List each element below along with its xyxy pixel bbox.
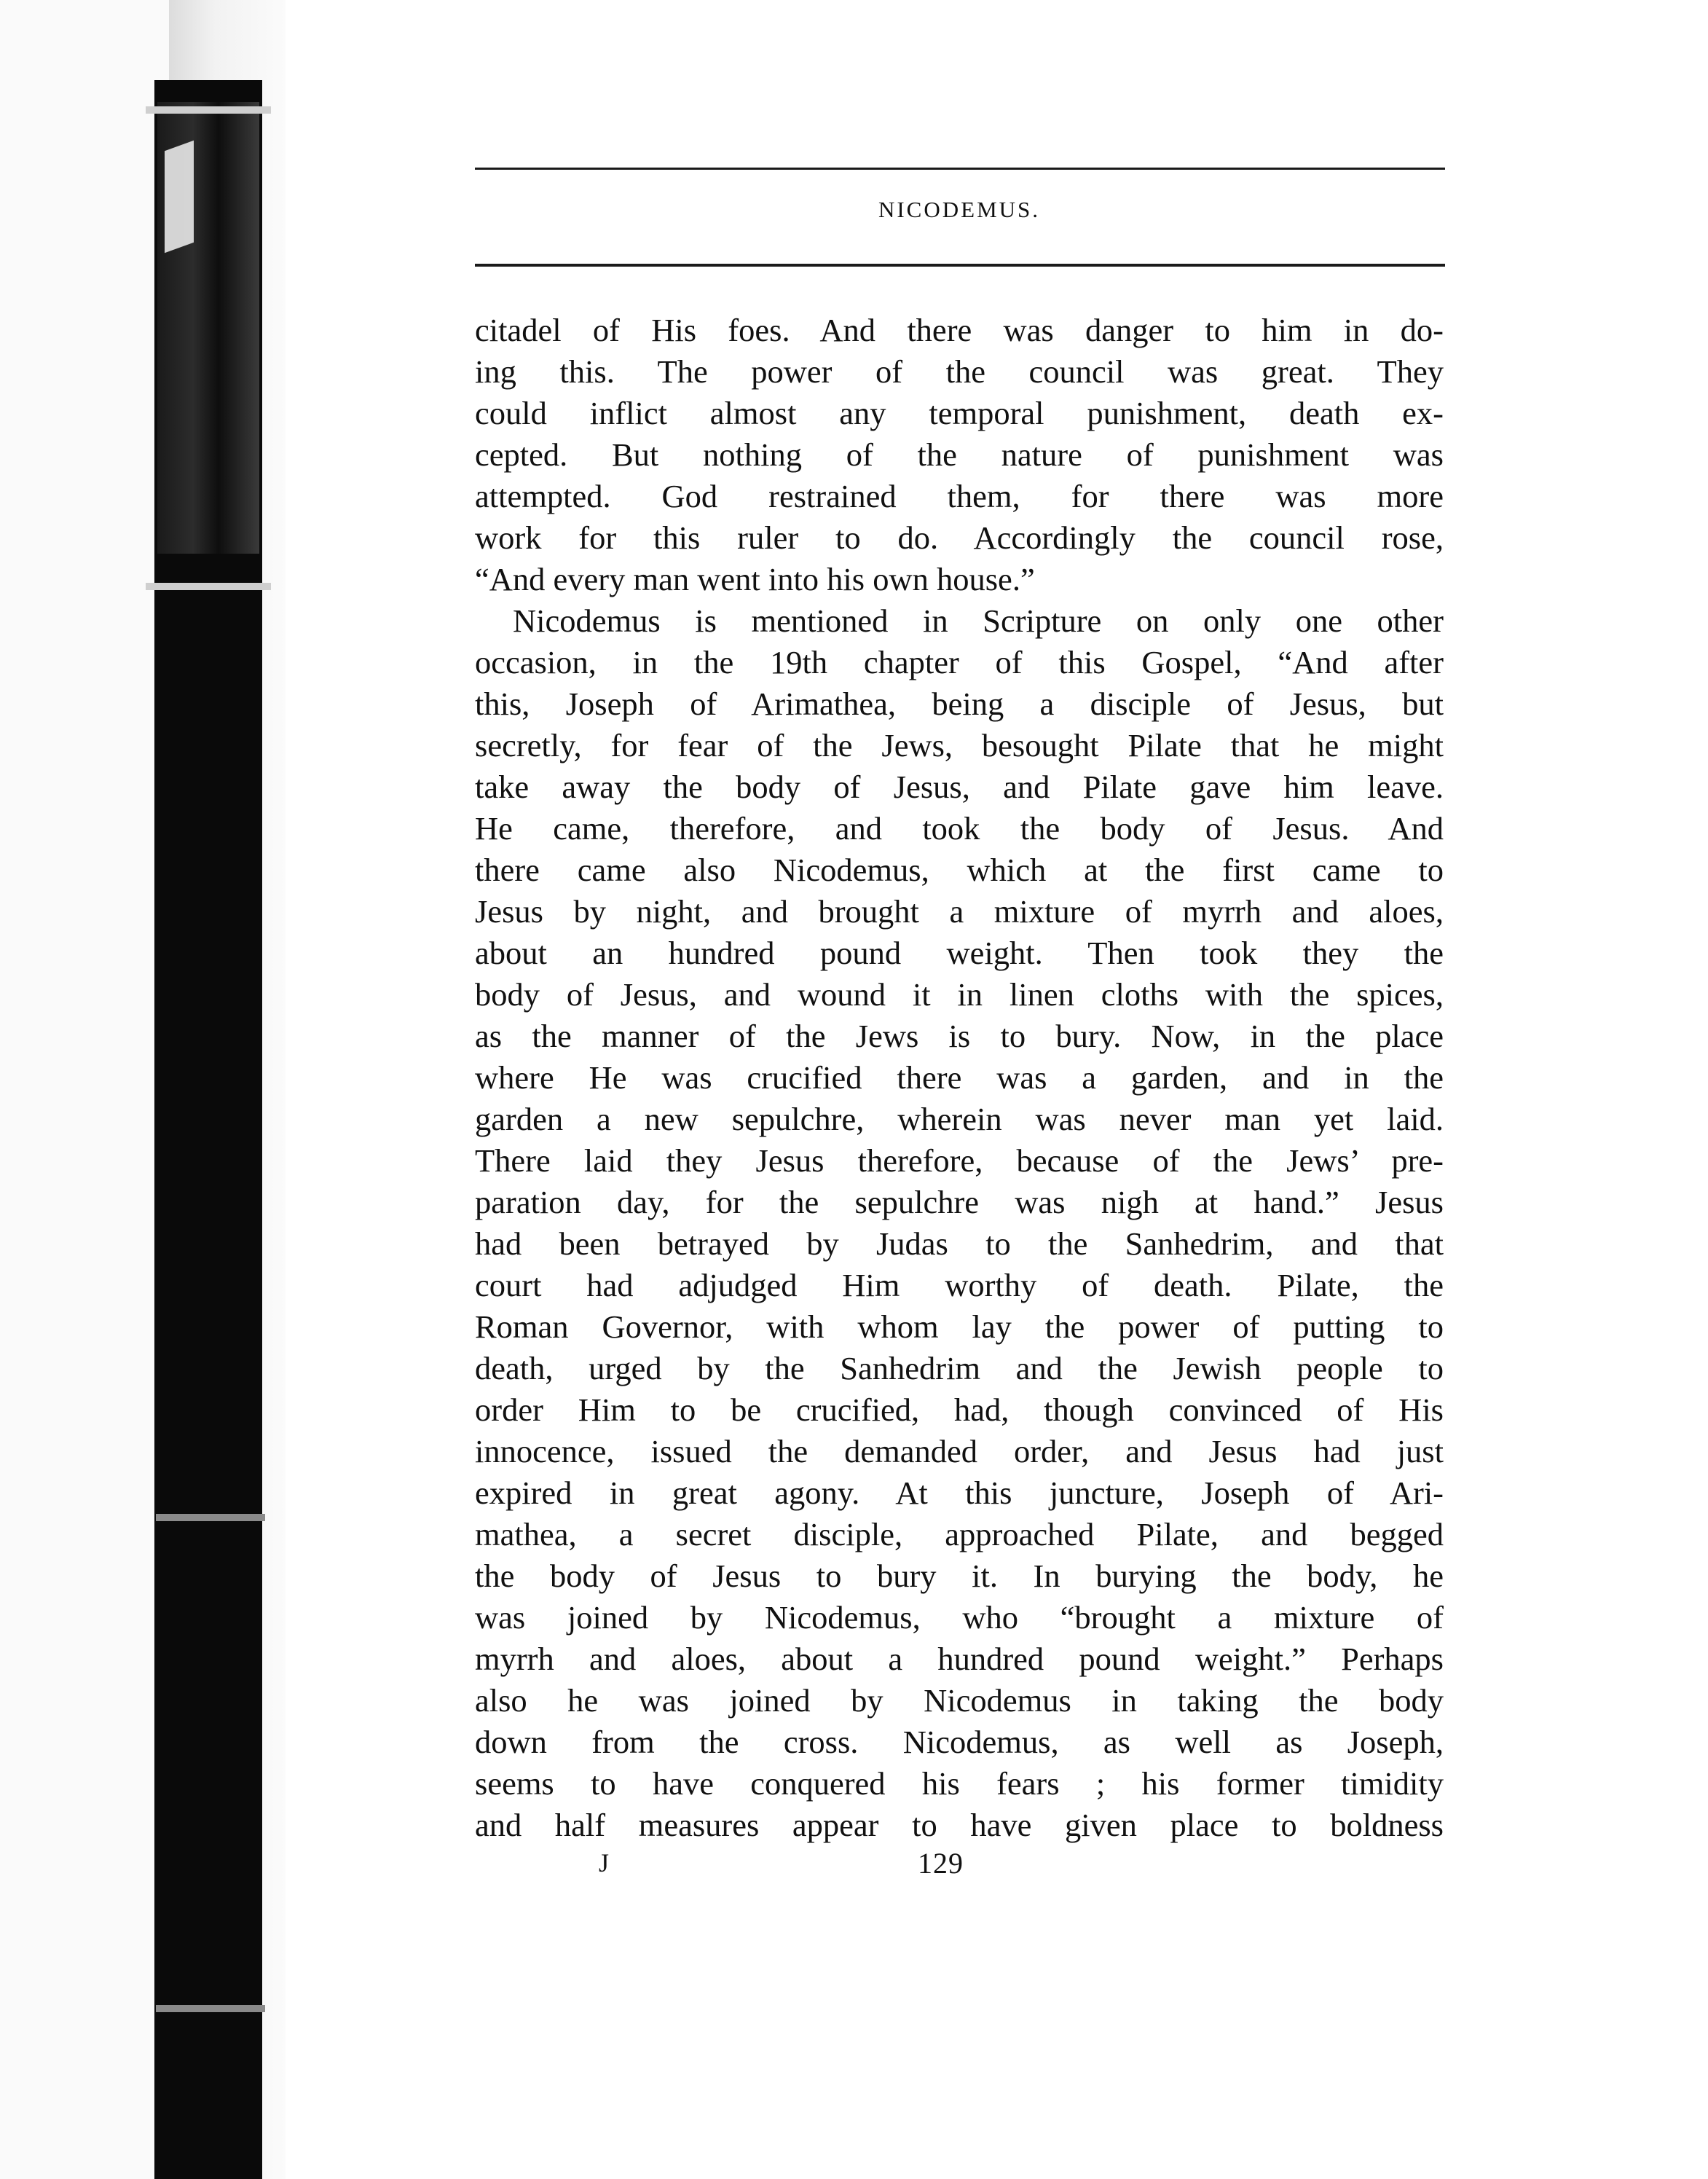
paragraph	[475, 600, 1444, 1846]
text-line: and half measures appear to have given place to boldness	[475, 1807, 1444, 1843]
binding-thread	[156, 2005, 265, 2012]
text-line: seems to have conquered his fears ; his former timidity	[475, 1765, 1444, 1802]
body-text	[475, 310, 1444, 1846]
binding-thread	[156, 1514, 265, 1521]
text-line: was joined by Nicodemus, who “brought a mixture of	[475, 1599, 1444, 1636]
text-line: could inflict almost any temporal punishment, death ex-	[475, 395, 1444, 431]
text-line: body of Jesus, and wound it in linen cloths with the spices,	[475, 976, 1444, 1013]
left-page-margin	[0, 0, 169, 2179]
text-line: where He was crucified there was a garden, and in the	[475, 1059, 1444, 1096]
text-line: take away the body of Jesus, and Pilate gave him leave.	[475, 769, 1444, 805]
signature-mark: J	[599, 1848, 610, 1877]
text-line: citadel of His foes. And there was danger to him in do-	[475, 312, 1444, 348]
text-line: myrrh and aloes, about a hundred pound weight.” Perhaps	[475, 1641, 1444, 1677]
spine-glare	[165, 141, 194, 254]
text-line: down from the cross. Nicodemus, as well as Joseph,	[475, 1724, 1444, 1760]
binding-thread	[146, 583, 271, 590]
running-head: NICODEMUS.	[878, 197, 1041, 222]
text-line: there came also Nicodemus, which at the first came to	[475, 852, 1444, 888]
text-line: mathea, a secret disciple, approached Pilate, and begged	[475, 1516, 1444, 1552]
text-line: had been betrayed by Judas to the Sanhedrim, and that	[475, 1225, 1444, 1262]
page-number: 129	[918, 1847, 964, 1880]
text-line: paration day, for the sepulchre was nigh at hand.” Jesus	[475, 1184, 1444, 1220]
text-line: as the manner of the Jews is to bury. Now, in the place	[475, 1018, 1444, 1054]
text-line: death, urged by the Sanhedrim and the Jewish people to	[475, 1350, 1444, 1386]
text-line: occasion, in the 19th chapter of this Gospel, “And after	[475, 644, 1444, 680]
text-line: this, Joseph of Arimathea, being a disciple of Jesus, but	[475, 686, 1444, 722]
text-line: cepted. But nothing of the nature of punishment was	[475, 436, 1444, 473]
text-line: There laid they Jesus therefore, because of the Jews’ pre-	[475, 1142, 1444, 1179]
text-line: Roman Governor, with whom lay the power of putting to	[475, 1308, 1444, 1345]
header-rule-top	[475, 168, 1445, 170]
text-line: “And every man went into his own house.”	[475, 561, 1035, 597]
text-line: work for this ruler to do. Accordingly the council rose,	[475, 519, 1444, 556]
text-line: secretly, for fear of the Jews, besought Pilate that he might	[475, 727, 1444, 763]
text-line: about an hundred pound weight. Then took they the	[475, 935, 1444, 971]
text-line: also he was joined by Nicodemus in taking the body	[475, 1682, 1444, 1719]
header-rule-bottom	[475, 264, 1445, 267]
text-line: ing this. The power of the council was great. They	[475, 353, 1444, 390]
text-line: court had adjudged Him worthy of death. Pilate, the	[475, 1267, 1444, 1303]
text-line: the body of Jesus to bury it. In burying the body, he	[475, 1558, 1444, 1594]
text-line: expired in great agony. At this juncture, Joseph of Ari-	[475, 1475, 1444, 1511]
text-line: Jesus by night, and brought a mixture of myrrh and aloes,	[475, 893, 1444, 930]
paragraph	[475, 310, 1444, 600]
text-line: order Him to be crucified, had, though convinced of His	[475, 1391, 1444, 1428]
text-line: garden a new sepulchre, wherein was never man yet laid.	[475, 1101, 1444, 1137]
text-line: attempted. God restrained them, for there was more	[475, 478, 1444, 514]
text-line: Nicodemus is mentioned in Scripture on only one other	[513, 602, 1444, 639]
text-line: innocence, issued the demanded order, and Jesus had just	[475, 1433, 1444, 1469]
text-line: He came, therefore, and took the body of Jesus. And	[475, 810, 1444, 847]
binding-thread	[146, 106, 271, 114]
